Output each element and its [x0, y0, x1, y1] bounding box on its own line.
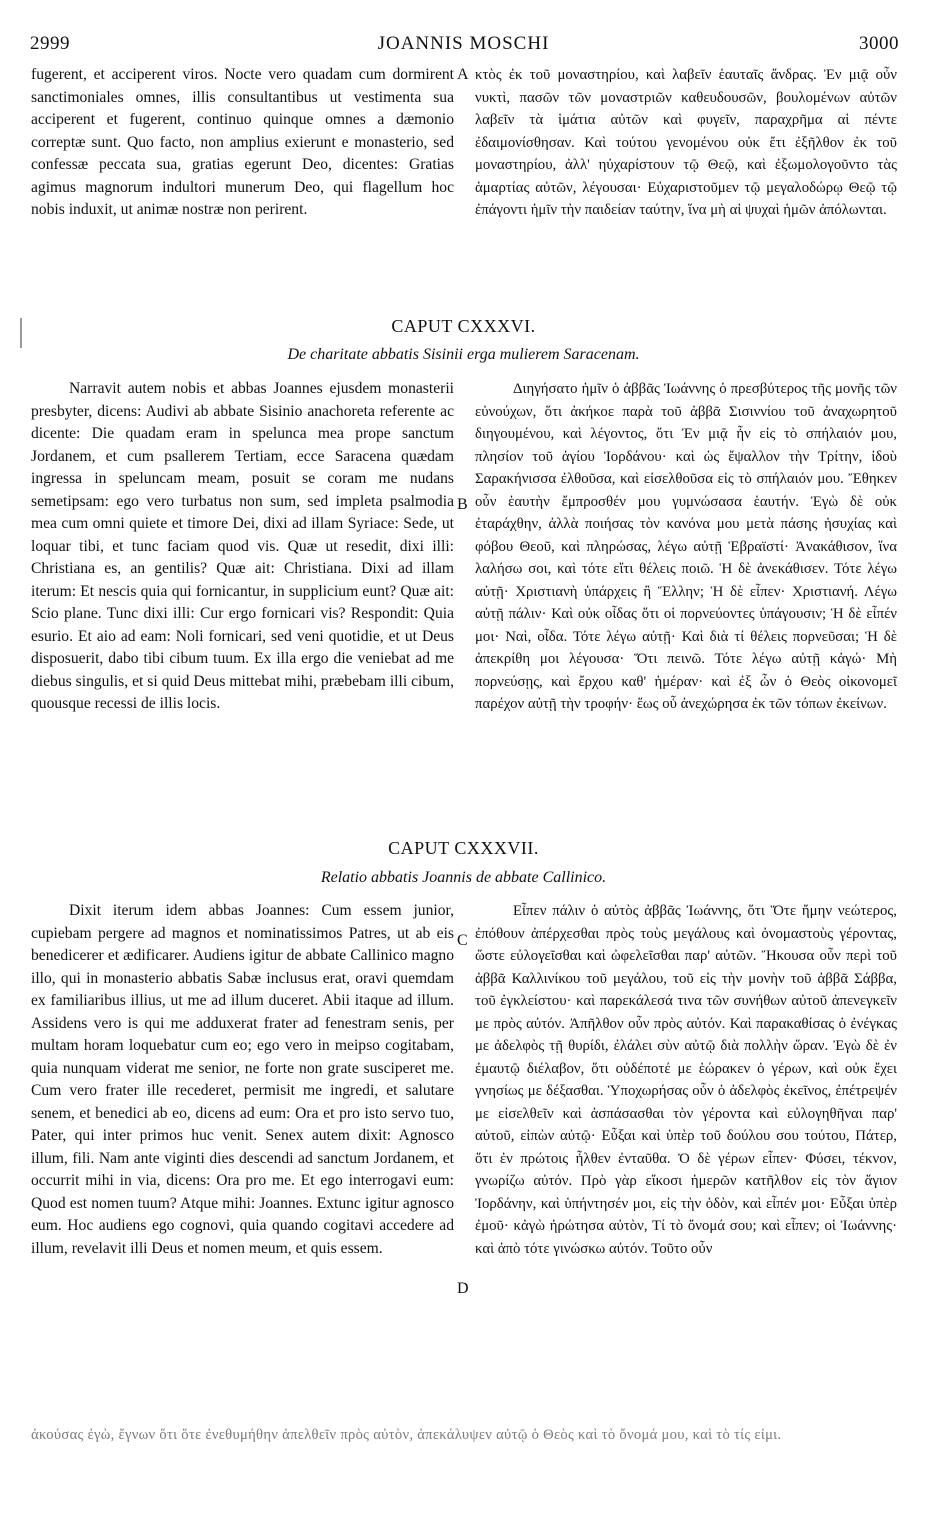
greek-continuation-paragraph: κτὸς ἐκ τοῦ μοναστηρίου, καὶ λαβεῖν ἑαυταῖς ἄνδρας. Ἐν μιᾷ οὖν νυκτὶ, πασῶν τῶν μοναστριῶν καθευδουσῶν, βουλομένων αὐτῶν λαβεῖν τὰ ἱμάτια αὐτῶν καὶ φυγεῖν, παραχρῆμα αἱ πέντε ἐδαιμονίσθησαν. Καὶ τούτου γενομένου οὐκ ἔτι ἐξῆλθον ἐκ τοῦ μοναστηρίου, ἀλλ' ηὐχαρίστουν τῷ Θεῷ, καὶ ἐξωμολογοῦντο τὰς ἁμαρτίας αὐτῶν, λέγουσαι· Εὐχαριστοῦμεν τῷ μεγαλοδώρῳ Θεῷ τῷ ἐπάγοντι ἡμῖν τὴν παιδείαν ταύτην, ἵνα μὴ αἱ ψυχαὶ ἡμῶν ἀπόλωνται.	[475, 67, 897, 218]
margin-marker-a: A	[457, 66, 469, 83]
margin-marker-c: C	[457, 932, 468, 949]
page-number-left: 2999	[30, 33, 70, 54]
page-number-right: 3000	[859, 33, 899, 54]
footer-greek-continuation: ἀκούσας ἐγὼ, ἔγνων ὅτι ὅτε ἐνεθυμήθην ἀπελθεῖν πρὸς αὐτὸν, ἀπεκάλυψεν αὐτῷ ὁ Θεὸς καὶ τὸ ὄνομά μου, καὶ τὸ τίς εἰμι.	[31, 1427, 782, 1443]
chapter-136-latin-text: Narravit autem nobis et abbas Joannes ejusdem monasterii presbyter, dicens: Audivi ab abbate Sisinio anachoreta referente ac dicente: Die quadam eram in spelunca mea prope sanctum Jordanem, et cum psallerem Tertiam, ecce Saracena quædam ingressa in speluncam meam, posuit se coram me nudans semetipsam: ego vero turbatus non sum, sed impleta psalmodia mea cum omni quiete et timore Dei, dixi ad illam Syriace: Sede, ut loquar tibi, et tunc faciam quod vis. Quæ ut resedit, dixi illi: Christiana es, an gentilis? Quæ ait: Christiana. Dixi ad illam iterum: Et nescis quia qui fornicantur, in supplicium eunt? Quæ ait: Scio plane. Tunc dixi illi: Cur ergo fornicari vis? Respondit: Quia esurio. Et aio ad eam: Noli fornicari, sed veni quotidie, et ut Deus disposuerit, dabo tibi cibum tuum. Ex illa ergo die veniebat ad me diebus singulis, et si quid Deus mittebat mihi, præbebam illi cibum, quousque recessi de illis locis.	[31, 380, 454, 712]
chapter-136-subtitle: De charitate abbatis Sisinii erga mulierem Saracenam.	[287, 346, 640, 363]
chapter-136-greek-text: Διηγήσατο ἡμῖν ὁ ἀββᾶς Ἰωάννης ὁ πρεσβύτερος τῆς μονῆς τῶν εὐνούχων, ὅτι ἀκήκοε παρὰ τοῦ ἀββᾶ Σισιννίου τοῦ ἀναχωρητοῦ διηγουμένου, καὶ λέγοντος, ὅτι Ἐν μιᾷ ἦν εἰς τὸ σπήλαιόν μου, πλησίον τοῦ ἁγίου Ἰορδάνου· καὶ ὡς ἔψαλλον τὴν Τρίτην, ἰδοὺ Σαρακήνισσα ἐλθοῦσα, καὶ εἰσελθοῦσα εἰς τὸ σπήλαιόν μου. Ἔθηκεν οὖν ἑαυτὴν ἔμπροσθέν μου γυμνώσασα ἑαυτήν. Ἐγὼ δὲ οὐκ ἐταράχθην, ἀλλὰ ποιήσας τὸν κανόνα μου μετὰ πάσης ἡσυχίας καὶ φόβου Θεοῦ, καὶ πληρώσας, λέγω αὐτῇ Ἑβραϊστί· Ἀνακάθισον, ἵνα λαλήσω σοι, καὶ τότε εἴτι θέλεις ποιῶ. Ἡ δὲ ἀνεκάθισεν. Τότε λέγω αὐτῇ· Χριστιανὴ ὑπάρχεις ἢ Ἕλλην; Ἡ δὲ εἶπεν· Χριστιανή. Λέγω αὐτῇ πάλιν· Καὶ οὐκ οἶδας ὅτι οἱ πορνεύοντες ὑπάγουσιν; Ἡ δὲ εἶπέν μοι· Ναὶ, οἶδα. Τότε λέγω αὐτῇ· Καὶ διὰ τί θέλεις πορνεῦσαι; Ἡ δὲ ἀπεκρίθη μοι λέγουσα· Ὅτι πεινῶ. Τότε λέγω αὐτῇ κἀγώ· Μὴ πορνεύσῃς, καὶ ἔρχου καθ' ἡμέραν· καὶ ἐξ ὧν ὁ Θεὸς οἰκονομεῖ παρέχον αὐτῇ τὴν τροφήν· ἕως οὗ ἀνεχώρησα ἐκ τῶν τόπων ἐκείνων.	[475, 381, 897, 712]
chapter-137-heading: CAPUT CXXXVII.	[388, 838, 539, 858]
margin-marker-b: B	[457, 496, 468, 513]
margin-marker-d: D	[457, 1280, 469, 1297]
chapter-137-latin-text: Dixit iterum idem abbas Joannes: Cum essem junior, cupiebam pergere ad magnos et nominatissimos Patres, ut ab eis benedicerer et ædificarer. Audiens igitur de abbate Callinico magno illo, qui in monasterio abbatis Sabæ inclusus erat, oravi quemdam ex familiaribus illius, ut me ad illum duceret. Abii itaque ad illum. Assidens vero is qui me adduxerat frater ad fenestram senis, per multam horam loquebatur cum eo; ego vero in meipso cogitabam, quia nunquam viderat me senior, ne forte non grate susciperet me. Cum vero frater ille recederet, permisit me ingredi, et salutare senem, et benedici ab eo, dicens ad eum: Ora et pro isto servo tuo, Pater, qui inter primos huc venit. Senex autem dixit: Agnosco illum, fili. Nam ante viginti dies descendi ad sanctum Jordanem, et occurrit mihi in via, dicens: Ora pro me. Et ego interrogavi eum: Quod est nomen tuum? Atque mihi: Joannes. Extunc igitur agnosco eum. Hoc audiens ego cognovi, quia quando cogitavi accedere ad illum, revelavit illi Deus et nomen meum, et quis essem.	[31, 902, 454, 1257]
running-title: JOANNIS MOSCHI	[377, 33, 550, 54]
chapter-137-subtitle: Relatio abbatis Joannis de abbate Callinico.	[320, 869, 607, 886]
latin-continuation-paragraph: fugerent, et acciperent viros. Nocte vero quadam cum dormirent sanctimoniales omnes, illis consultantibus ut vestimenta sua acciperent et fugerent, continuo quinque omnes a dæmonio correptæ sunt. Quo facto, non amplius exierunt e monasterio, sed confessæ peccata sua, gratias egerunt Deo, dicentes: Gratias agimus magnorum indultori munerum Deo, qui flagellum hoc nobis induxit, ut animæ nostræ non perirent.	[31, 66, 454, 218]
chapter-137-greek-text: Εἶπεν πάλιν ὁ αὐτὸς ἀββᾶς Ἰωάννης, ὅτι Ὅτε ἤμην νεώτερος, ἐπόθουν ἀπέρχεσθαι πρὸς τοὺς μεγάλους καὶ ὀνομαστοὺς γέροντας, ὥστε εὐλογεῖσθαι καὶ ὠφελεῖσθαι παρ' αὐτῶν. Ἤκουσα οὖν περὶ τοῦ ἀββᾶ Καλλινίκου τοῦ μεγάλου, τοῦ εἰς τὴν μονὴν τοῦ ἀββᾶ Σάββα, τοῦ ἐγκλείστου· καὶ παρεκάλεσά τινα τῶν συνήθων αὐτοῦ ἀπενεγκεῖν με πρὸς αὐτόν. Ἀπῆλθον οὖν πρὸς αὐτόν. Καὶ παρακαθίσας ὁ ἐνέγκας με ἀδελφὸς τῇ θυρίδι, ἐλάλει σὺν αὐτῷ διὰ πολλὴν ὥραν. Ἐγὼ δὲ ἐν ἐμαυτῷ διέλαβον, ὅτι οὐδέποτέ με ἑώρακεν ὁ γέρων, καὶ οὐκ ἔχει γνησίως με δέξασθαι. Ὑποχωρήσας οὖν ὁ ἀδελφὸς ἐκεῖνος, ἐπέτρεψέν με εἰσελθεῖν καὶ ἀσπάσασθαι τὸν γέροντα καὶ εὐλογηθῆναι παρ' αὐτοῦ, εἰπὼν αὐτῷ· Εὖξαι καὶ ὑπὲρ τοῦ δούλου σου τούτου, Πάτερ, ὅτι ἐν πρώτοις ἦλθεν ἐνταῦθα. Ὁ δὲ γέρων εἶπεν· Φύσει, τέκνον, γνωρίζω αὐτόν. Πρὸ γὰρ εἴκοσι ἡμερῶν κατῆλθον εἰς τὸν ἅγιον Ἰορδάνην, καὶ ὑπήντησέν μοι, εἰς τὴν ὁδὸν, καὶ εἶπέν μοι· Εὖξαι ὑπὲρ ἐμοῦ· κἀγὼ ἠρώτησα αὐτὸν, Τί τὸ ὄνομά σου; καὶ εἶπεν; οἱ Ἰωάννης· καὶ ἀπὸ τότε γινώσκω αὐτόν. Τοῦτο οὖν	[475, 903, 897, 1257]
chapter-136-heading: CAPUT CXXXVI.	[391, 316, 536, 336]
